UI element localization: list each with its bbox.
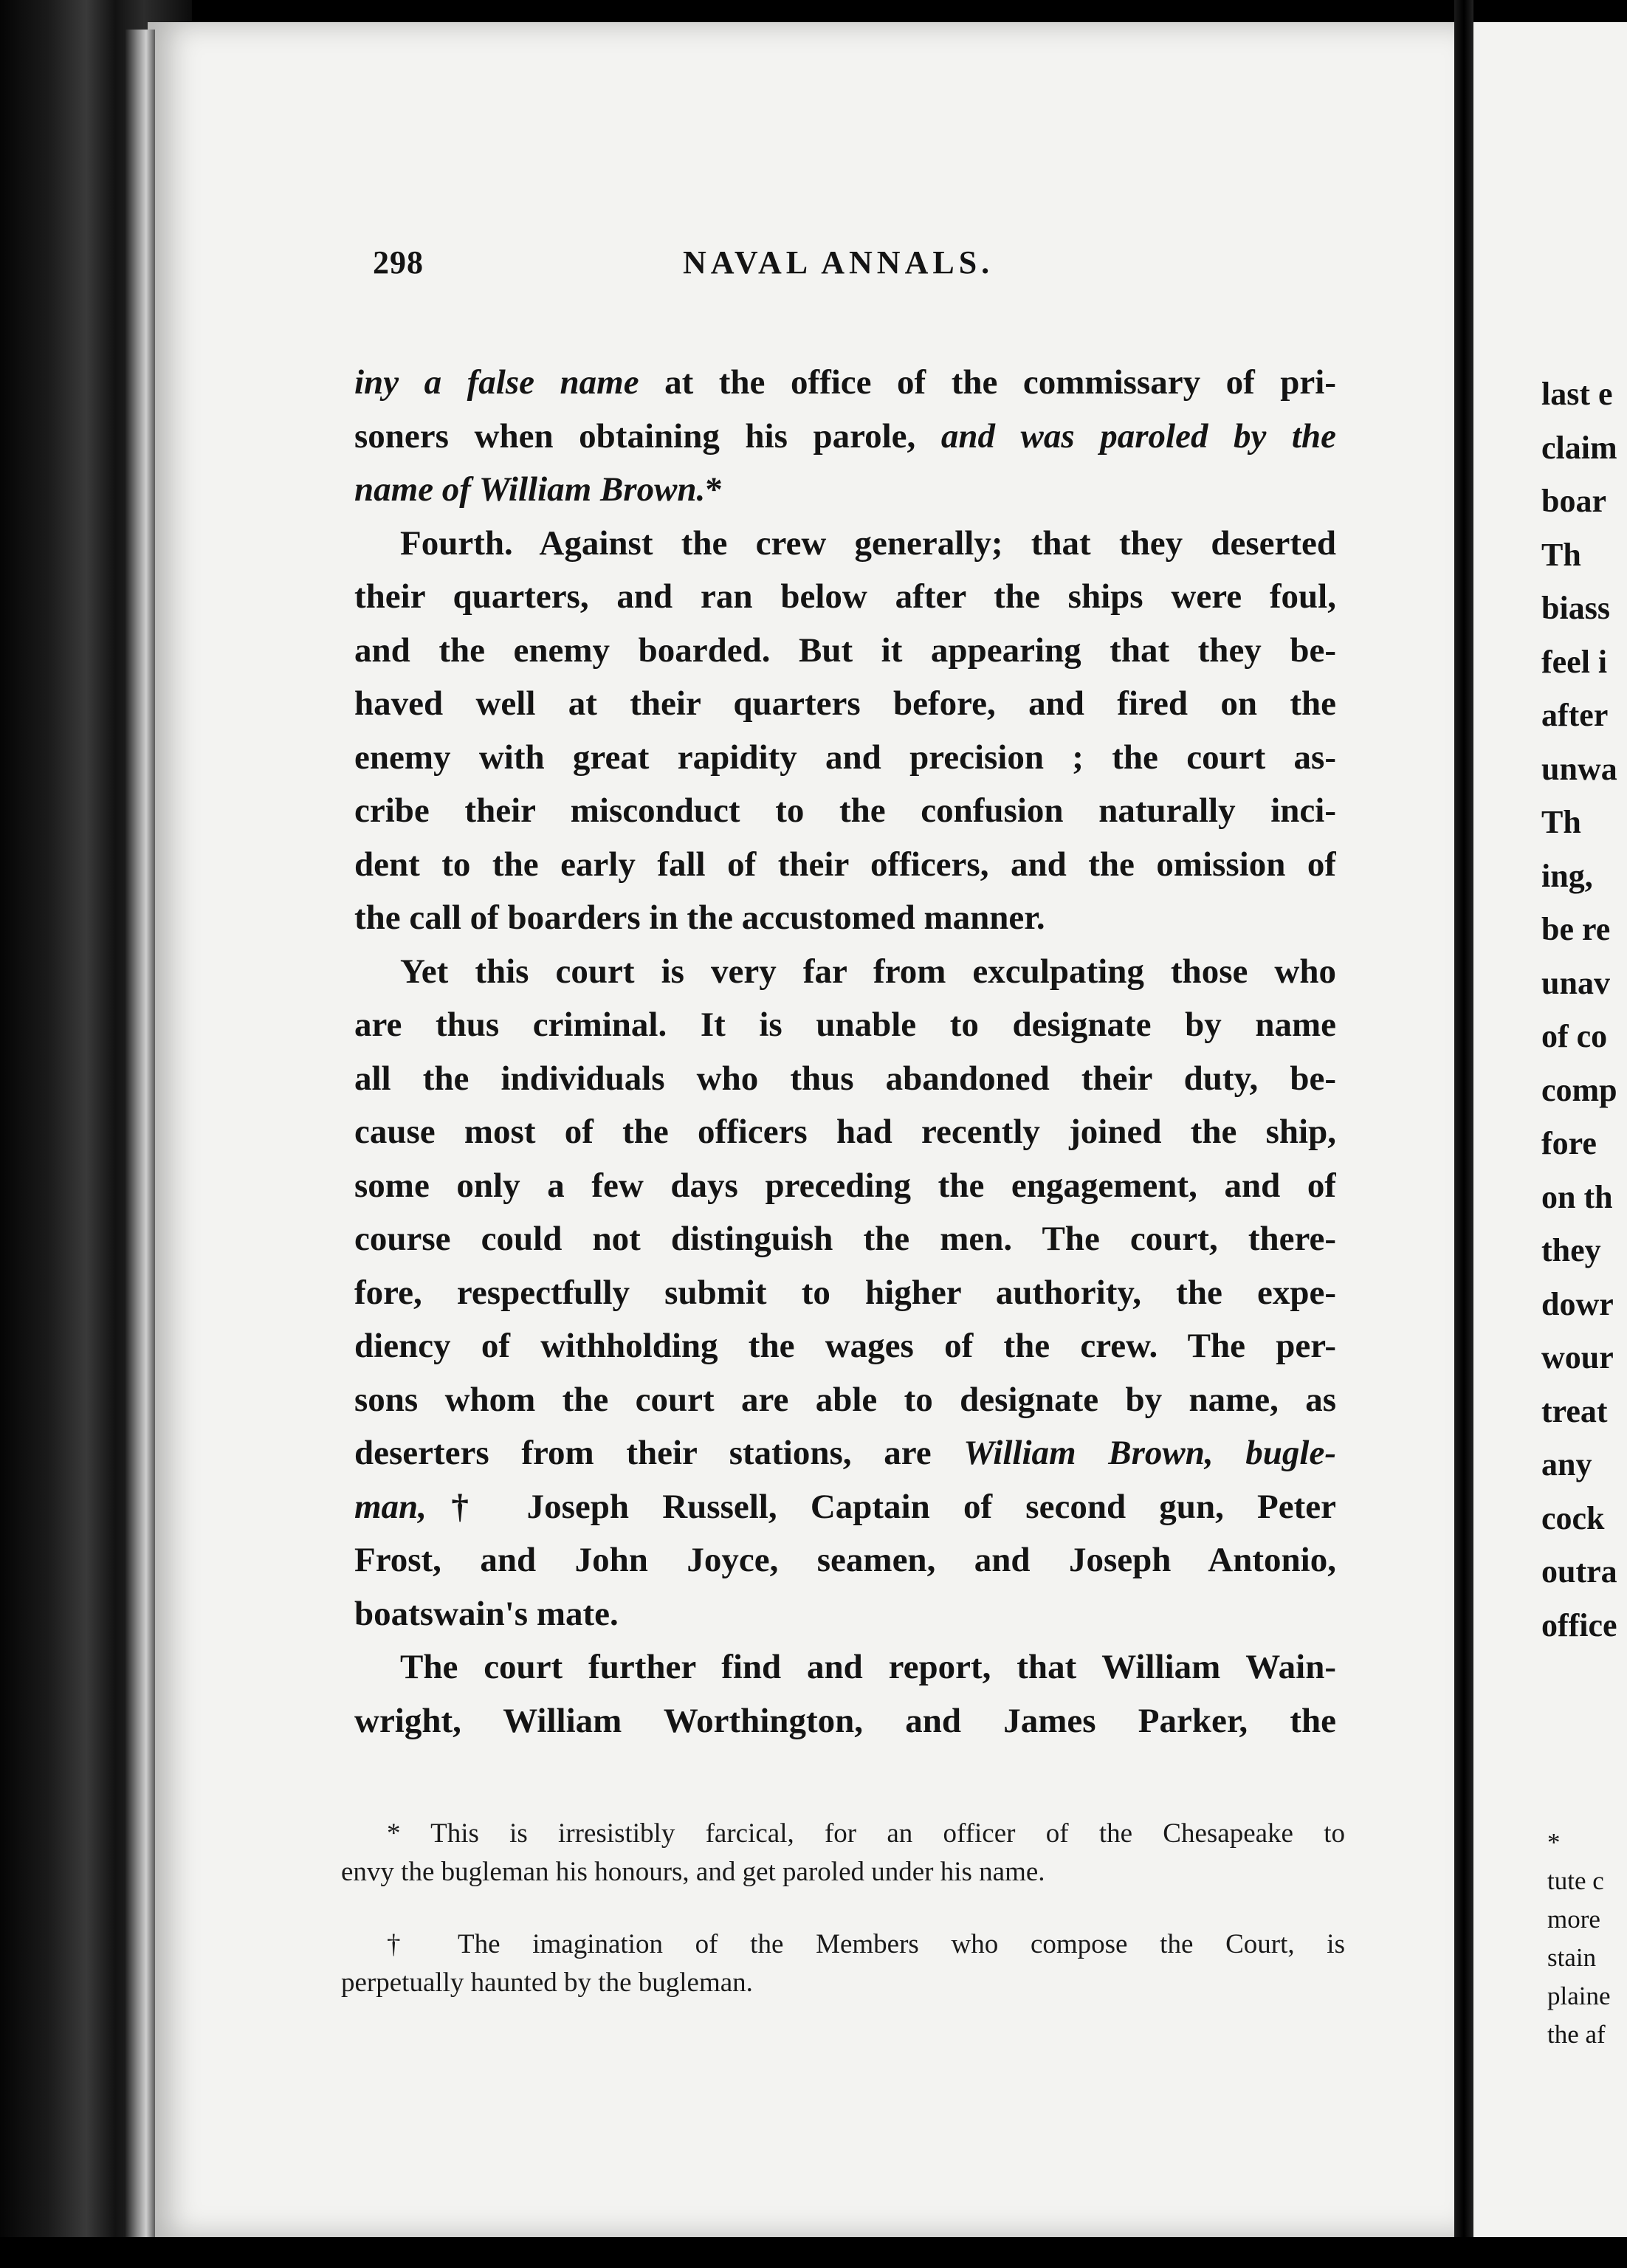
text-line: diency of withholding the wages of the crew. The per- (354, 1327, 1336, 1365)
text-line: dent to the early fall of their officers, and the omission of (354, 845, 1336, 884)
page-number: 298 (373, 244, 424, 281)
text-line: The court further find and report, that William Wain- (400, 1648, 1336, 1686)
facing-page-footnote-line: the af (1547, 2020, 1606, 2049)
text-line: name of William Brown.* (354, 470, 723, 509)
facing-page-line: claim (1541, 429, 1617, 466)
facing-page-line: biass (1541, 590, 1610, 626)
running-title: NAVAL ANNALS. (683, 244, 994, 281)
facing-page-footnote-line: plaine (1547, 1982, 1611, 2010)
text-line: Yet this court is very far from exculpating those who (400, 952, 1336, 991)
text-line: wright, William Worthington, and James Parker, the (354, 1701, 1336, 1740)
text-line: some only a few days preceding the engagement, and of (354, 1166, 1336, 1205)
facing-page-line: ing, (1541, 857, 1593, 894)
facing-page-line: dowr (1541, 1285, 1614, 1322)
facing-page-text (1541, 368, 1627, 1652)
footnote-line: † The imagination of the Members who compose the Court, is (387, 1929, 1345, 1959)
facing-page-line: office (1541, 1606, 1617, 1643)
facing-page-line: Th (1541, 536, 1581, 573)
text-line: sons whom the court are able to designate by name, as (354, 1380, 1336, 1419)
footnotes (341, 1815, 1345, 2002)
text-line: soners when obtaining his parole, and was paroled by the (354, 416, 1336, 456)
facing-page-line: of co (1541, 1018, 1608, 1054)
text-line: cribe their misconduct to the confusion naturally inci- (354, 791, 1336, 830)
footnote-line: * This is irresistibly farcical, for an officer of the Chesapeake to (387, 1818, 1345, 1849)
facing-page-line: boar (1541, 483, 1606, 519)
text-line: fore, respectfully submit to higher authority, the expe- (354, 1273, 1336, 1312)
facing-page-footnote-line: tute c (1547, 1866, 1604, 1895)
facing-page-line: any (1541, 1446, 1592, 1482)
text-line: iny a false name at the office of the commissary of pri- (354, 363, 1336, 402)
text-line: boatswain's mate. (354, 1594, 619, 1633)
text-line: are thus criminal. It is unable to designate by name (354, 1006, 1336, 1044)
text-line: course could not distinguish the men. The court, there- (354, 1220, 1336, 1258)
running-head (373, 244, 1332, 288)
facing-page-line: treat (1541, 1392, 1608, 1429)
body-text (354, 356, 1336, 1748)
center-gutter (1454, 0, 1473, 2268)
text-line: Fourth. Against the crew generally; that they deserted (400, 523, 1336, 563)
facing-page-line: cock (1541, 1499, 1605, 1536)
facing-page-footnote-line: * (1547, 1828, 1561, 1857)
text-line: man,† Joseph Russell, Captain of second gun, Peter (354, 1487, 1336, 1526)
text-line: their quarters, and ran below after the ships were foul, (354, 577, 1336, 616)
text-line: haved well at their quarters before, and fired on the (354, 684, 1336, 723)
facing-page-line: be re (1541, 911, 1611, 947)
text-line: deserters from their stations, are William Brown, bugle- (354, 1434, 1336, 1472)
facing-page-footnote-line: stain (1547, 1943, 1597, 1972)
facing-page-line: last e (1541, 376, 1613, 412)
facing-page-footnote-line: more (1547, 1905, 1600, 1934)
facing-page-line: wour (1541, 1339, 1614, 1375)
facing-page-line: Th (1541, 804, 1581, 840)
footnote-line: perpetually haunted by the bugleman. (341, 1968, 753, 1998)
page-edge (125, 30, 155, 2237)
text-line: enemy with great rapidity and precision ; the court as- (354, 738, 1336, 777)
facing-page-line: unwa (1541, 750, 1617, 787)
text-line: the call of boarders in the accustomed manner. (354, 898, 1045, 937)
footnote-line: envy the bugleman his honours, and get paroled under his name. (341, 1857, 1045, 1887)
facing-page-line: fore (1541, 1125, 1597, 1161)
facing-page-line: on th (1541, 1178, 1613, 1215)
facing-page-line: feel i (1541, 643, 1608, 680)
text-line: and the enemy boarded. But it appearing that they be- (354, 630, 1336, 670)
facing-page-footnotes (1547, 1824, 1627, 2054)
facing-page-line: they (1541, 1232, 1601, 1268)
text-line: cause most of the officers had recently joined the ship, (354, 1113, 1336, 1151)
facing-page-line: outra (1541, 1553, 1617, 1590)
text-line: Frost, and John Joyce, seamen, and Joseph Antonio, (354, 1541, 1336, 1579)
scan-border (0, 2237, 1627, 2268)
facing-page-line: after (1541, 697, 1609, 733)
facing-page-line: comp (1541, 1071, 1617, 1108)
text-line: all the individuals who thus abandoned their duty, be- (354, 1059, 1336, 1098)
facing-page-line: unav (1541, 964, 1610, 1001)
